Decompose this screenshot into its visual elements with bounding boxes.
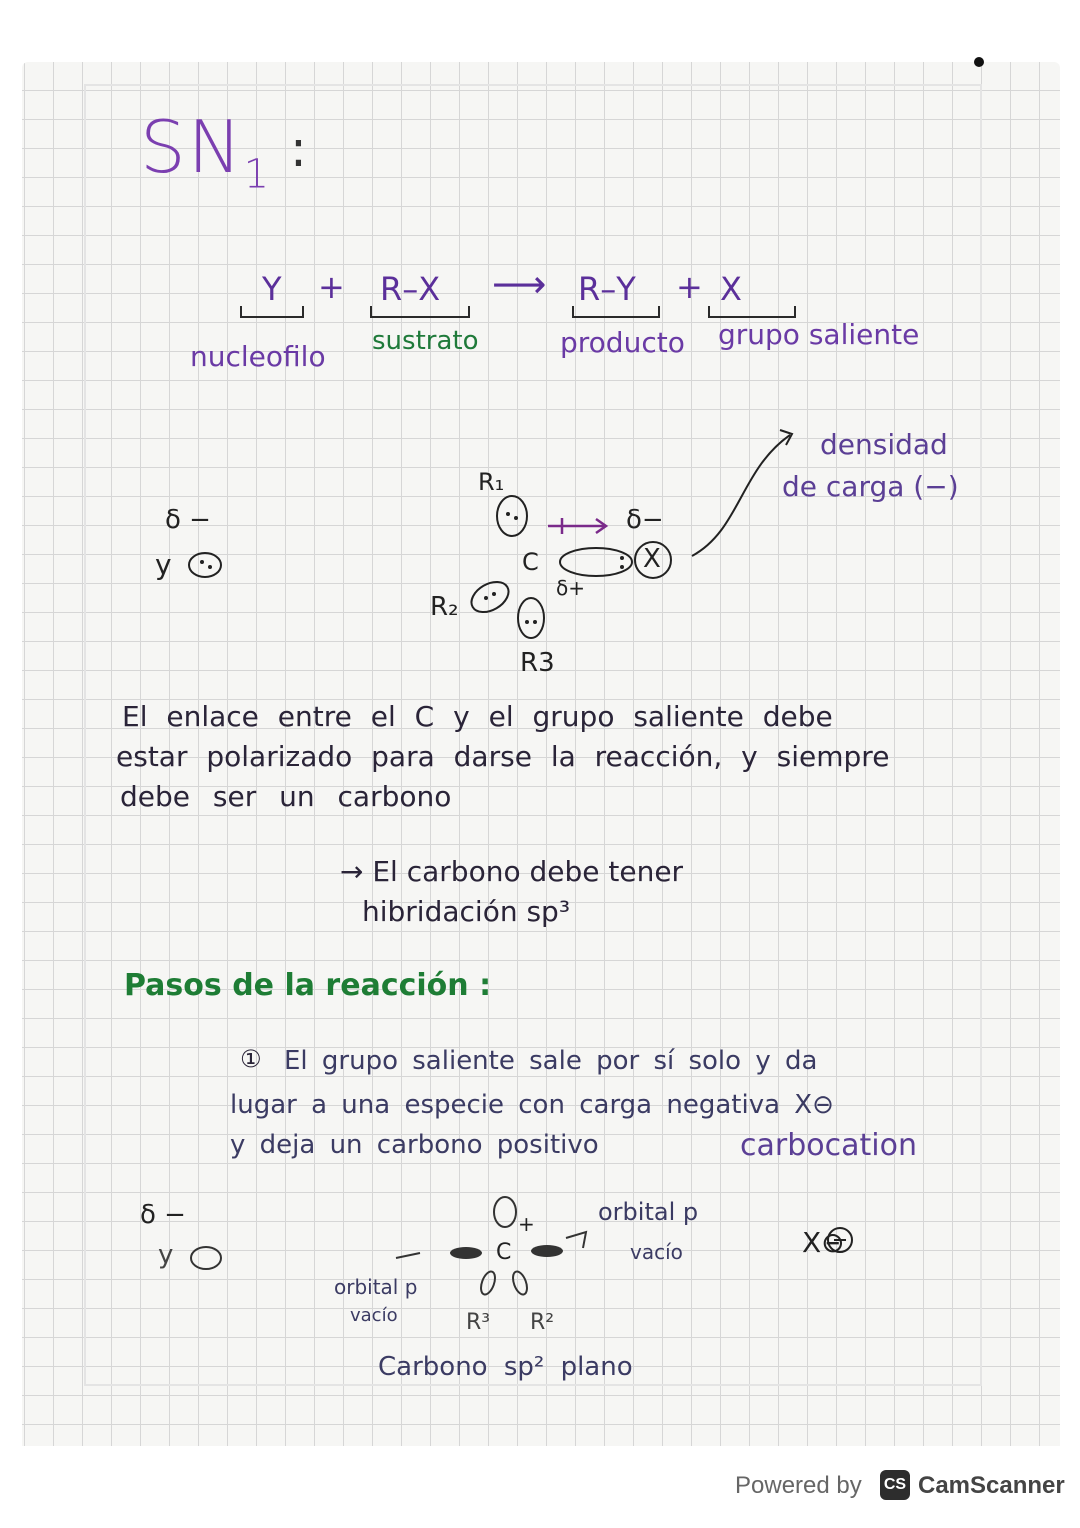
camscanner-brand: CamScanner — [918, 1472, 1065, 1499]
d2-orbital-left-2: vacío — [350, 1305, 398, 1326]
eq-nucleophile: Y — [262, 270, 282, 308]
step-line-1: El grupo saliente sale por sí solo y da — [284, 1046, 818, 1076]
note-line-1: → El carbono debe tener — [340, 855, 684, 888]
eq-product: R–Y — [578, 270, 636, 308]
d2-orbital-right-1: orbital p — [598, 1198, 699, 1226]
eq-plus-1: + — [318, 268, 345, 306]
d2-caption: Carbono sp² plano — [378, 1352, 633, 1382]
carbocation-label: carbocation — [740, 1128, 917, 1163]
paragraph-line-3: debe ser un carbono — [120, 780, 452, 813]
label-nucleophile: nucleofilo — [190, 340, 326, 373]
step-line-3: y deja un carbono positivo — [230, 1130, 599, 1160]
label-r3: R3 — [520, 648, 555, 678]
delta-minus-left: δ − — [165, 505, 211, 535]
d2-orbital-left-1: orbital p — [334, 1275, 418, 1299]
d2-orbital-right-2: vacío — [630, 1240, 683, 1264]
page-title: $SN_1$ — [140, 105, 272, 198]
eq-leaving: X — [720, 270, 742, 308]
title-colon: : — [290, 120, 307, 178]
label-substrate: sustrato — [372, 326, 479, 356]
paragraph-line-2: estar polarizado para darse la reacción, y siempre — [116, 740, 890, 773]
camscanner-logo: CS — [880, 1470, 910, 1500]
nucleophile-y: y — [155, 548, 172, 581]
delta-plus: δ+ — [556, 576, 585, 600]
d2-nucleophile-y: y — [158, 1240, 174, 1270]
label-product: producto — [560, 326, 685, 359]
eq-substrate: R–X — [380, 270, 441, 308]
d2-plus: + — [518, 1212, 535, 1236]
eq-arrow: ⟶ — [492, 262, 547, 306]
eq-plus-2: + — [676, 268, 703, 306]
delta-minus-right: δ− — [626, 505, 664, 535]
annotation-line-1: densidad — [820, 428, 948, 461]
d2-delta-minus: δ − — [140, 1200, 186, 1230]
carbon-c: C — [522, 548, 539, 576]
paragraph-line-1: El enlace entre el C y el grupo saliente debe — [122, 700, 833, 733]
label-r2: R₂ — [430, 592, 459, 622]
label-r1: R₁ — [478, 468, 505, 496]
powered-by-text: Powered by — [735, 1472, 862, 1499]
label-leaving: grupo saliente — [718, 318, 920, 351]
step-marker: ① — [240, 1045, 262, 1073]
step-line-2: lugar a una especie con carga negativa X⊖ — [230, 1090, 834, 1120]
d2-r2: R² — [530, 1310, 555, 1335]
d2-carbon: C — [496, 1240, 512, 1265]
d2-r3: R³ — [466, 1310, 491, 1335]
annotation-line-2: de carga (−) — [782, 470, 959, 503]
note-line-2: hibridación sp³ — [362, 895, 571, 928]
d2-x-minus: X⊖ — [802, 1226, 845, 1259]
steps-heading: Pasos de la reacción : — [124, 968, 492, 1003]
leaving-x: X — [643, 544, 661, 574]
